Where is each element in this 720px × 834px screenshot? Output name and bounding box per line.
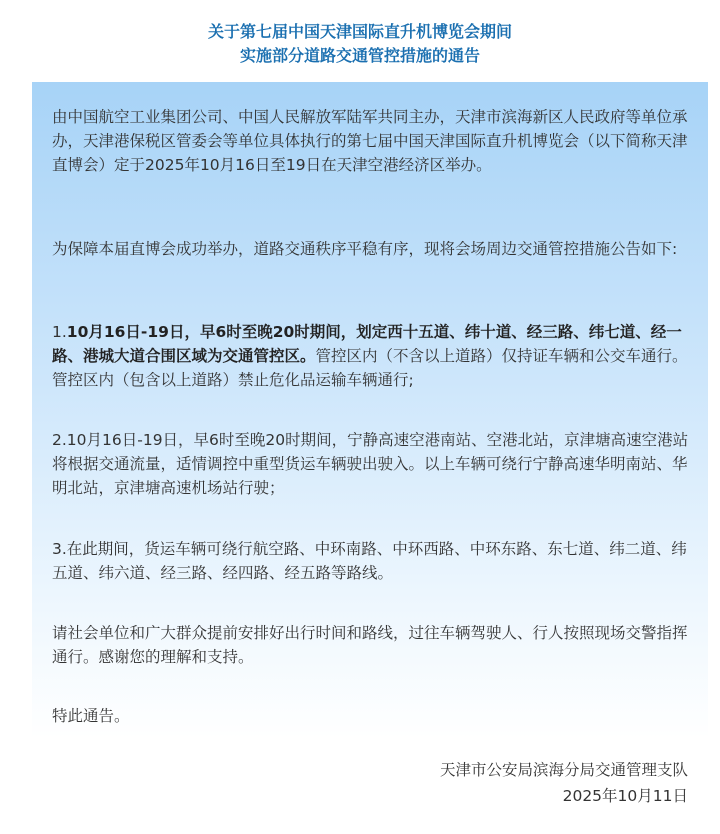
notice-body-panel [32,82,708,738]
measure-item-2: 2.10月16日-19日，早6时至晚20时期间，宁静高速空港南站、空港北站，京津塘高速空港站将根据交通流量，适情调控中重型货运车辆驶出驶入。以上车辆可绕行宁静高速华明南站、华明北站，京津塘高速机场站行驶； [52,431,689,497]
item-1-number: 1. [52,323,67,341]
intro-paragraph: 由中国航空工业集团公司、中国人民解放军陆军共同主办，天津市滨海新区人民政府等单位承办，天津港保税区管委会等单位具体执行的第七届中国天津国际直升机博览会（以下简称天津直博会）定于2025年10月16日至19日在天津空港经济区举办。 [52,108,688,174]
measure-item-3: 3.在此期间，货运车辆可绕行航空路、中环南路、中环西路、中环东路、东七道、纬二道、纬五道、纬六道、经三路、经四路、经五路等路线。 [52,540,687,582]
item-1-bold-text: 10月16日-19日，早6时至晚20时期间，划定西十五道、纬十道、经三路、纬七道、经一路、港城大道合围区域为交通管控区。 [52,323,682,365]
purpose-paragraph: 为保障本届直博会成功举办，道路交通秩序平稳有序，现将会场周边交通管控措施公告如下: [52,240,678,258]
closing-paragraph: 特此通告。 [52,707,130,725]
item-1-text: 管控区内（不含以上道路）仅持证车辆和公交车通行。管控区内（包含以上道路）禁止危化品运输车辆通行; [52,347,688,389]
issue-date: 2025年10月11日 [562,787,688,805]
notice-title [0,20,720,68]
issuer-signature: 天津市公安局滨海分局交通管理支队 [439,761,688,779]
measure-item-1 [52,320,692,392]
appeal-paragraph: 请社会单位和广大群众提前安排好出行时间和路线，过往车辆驾驶人、行人按照现场交警指挥通行。感谢您的理解和支持。 [52,624,688,666]
title-line-2: 实施部分道路交通管控措施的通告 [239,46,480,65]
title-line-1: 关于第七届中国天津国际直升机博览会期间 [207,22,512,41]
